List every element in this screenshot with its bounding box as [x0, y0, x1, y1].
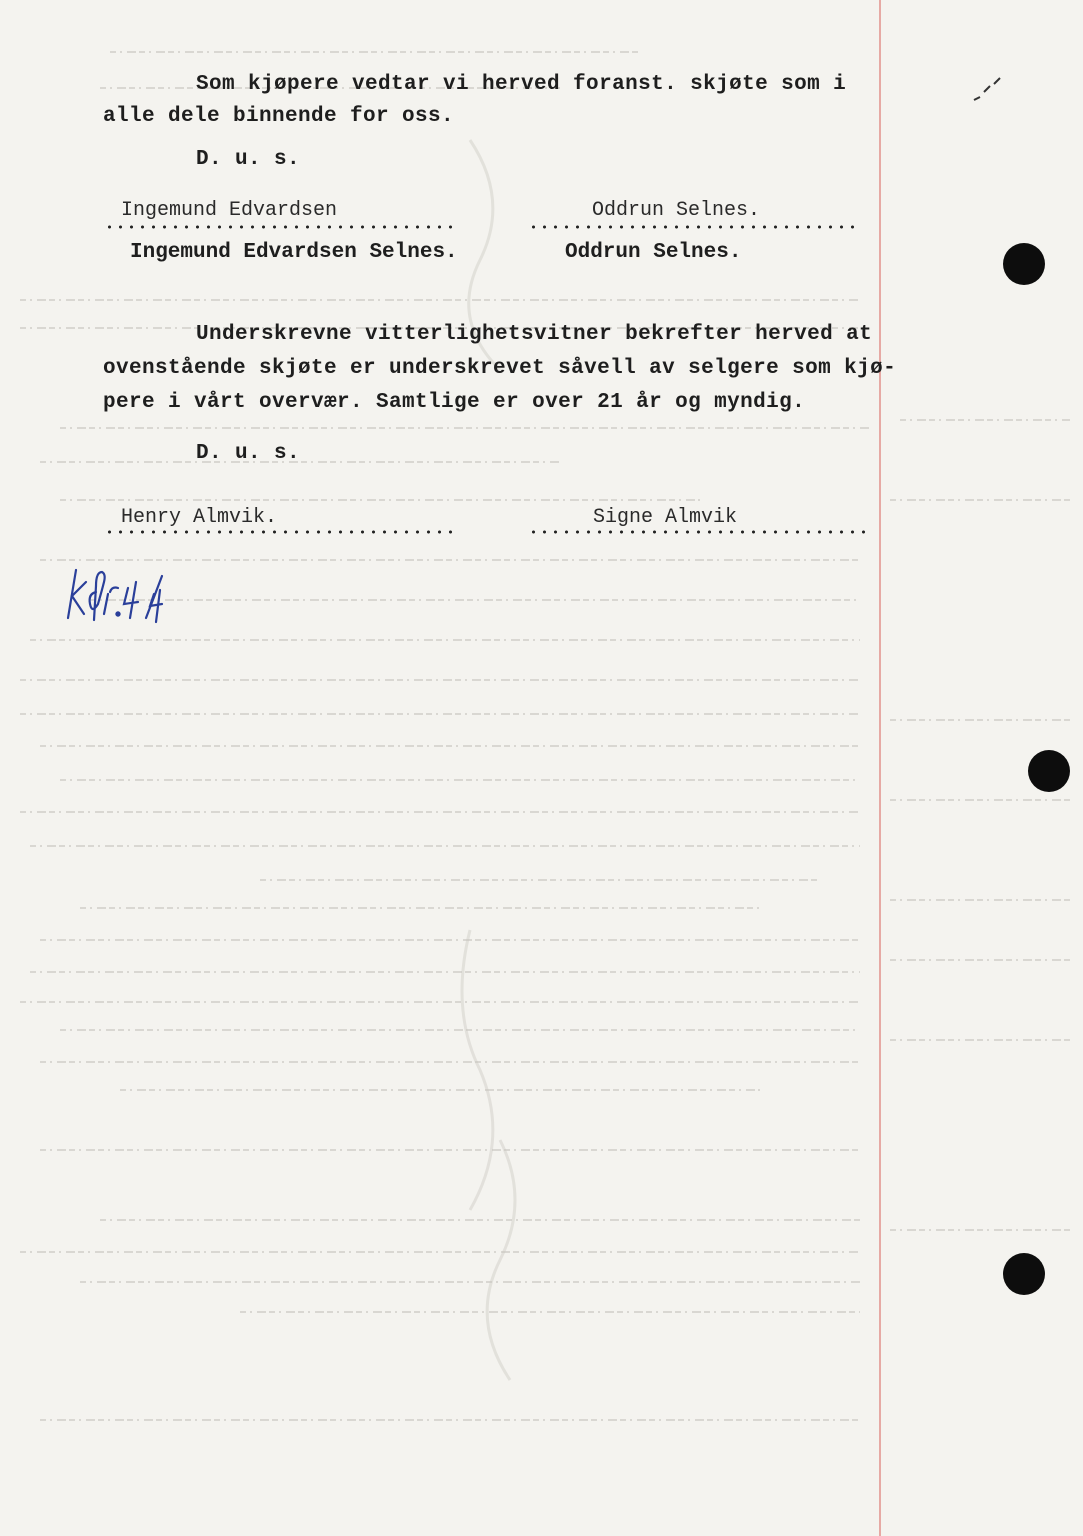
paragraph1-line1: Som kjøpere vedtar vi herved foranst. skjøte som i	[196, 73, 847, 96]
paragraph2-line1: Underskrevne vitterlighetsvitner bekrefter herved at	[196, 323, 873, 346]
punch-hole-middle	[1028, 750, 1070, 792]
paragraph2-line2: ovenstående skjøte er underskrevet såvell av selgere som kjø-	[103, 357, 897, 380]
buyer-right-typed-name: Oddrun Selnes.	[565, 241, 742, 264]
buyer-left-typed-name: Ingemund Edvardsen Selnes.	[130, 241, 458, 264]
witness-right-signature: Signe Almvik	[593, 506, 738, 529]
red-margin-line	[879, 0, 881, 1536]
paragraph2-line3: pere i vårt overvær. Samtlige er over 21 år og myndig.	[103, 391, 806, 414]
witness-left-dotted-line	[104, 530, 460, 534]
buyer-right-dotted-line	[528, 225, 856, 229]
buyer-right-signature: Oddrun Selnes.	[592, 199, 761, 222]
punch-hole-bottom	[1003, 1253, 1045, 1295]
punch-hole-top	[1003, 243, 1045, 285]
buyer-left-signature: Ingemund Edvardsen	[121, 199, 338, 222]
closing-dus-2: D. u. s.	[196, 442, 301, 465]
stray-pen-mark	[968, 74, 1008, 108]
handwritten-annotation-kfr	[62, 562, 172, 624]
buyer-left-dotted-line	[104, 225, 460, 229]
closing-dus-1: D. u. s.	[196, 148, 301, 171]
witness-right-dotted-line	[528, 530, 868, 534]
paragraph1-line2: alle dele binnende for oss.	[103, 105, 455, 128]
witness-left-signature: Henry Almvik.	[121, 506, 278, 529]
